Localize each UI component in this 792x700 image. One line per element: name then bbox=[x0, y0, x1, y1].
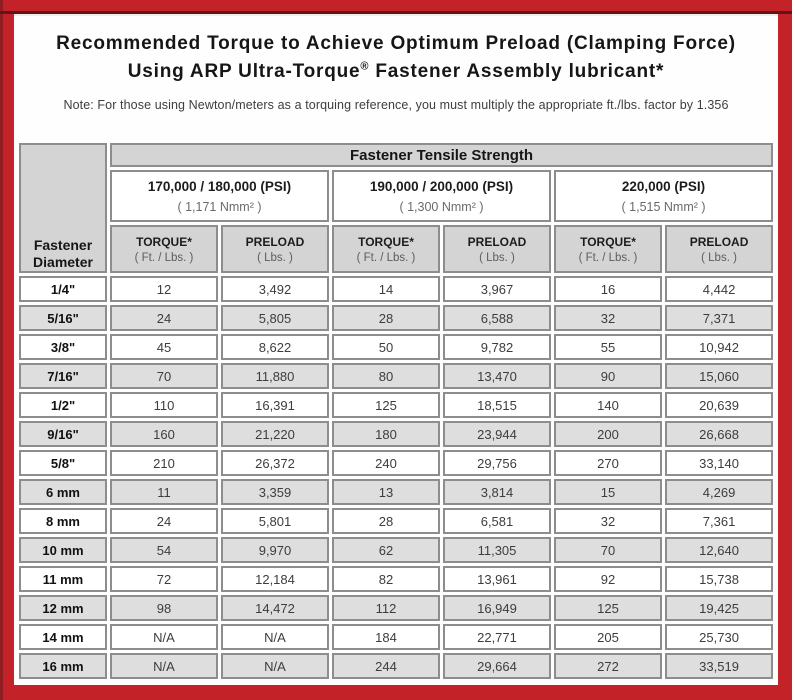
psi-group-170-180 bbox=[110, 170, 329, 222]
psi-label: 220,000 (PSI) bbox=[621, 178, 706, 194]
preload-col-header-2 bbox=[443, 225, 551, 273]
value-cell: 13,470 bbox=[443, 363, 551, 389]
table-body bbox=[19, 276, 773, 679]
diameter-cell: 5/16" bbox=[19, 305, 107, 331]
value-cell: 13 bbox=[332, 479, 440, 505]
diameter-cell: 9/16" bbox=[19, 421, 107, 447]
value-cell: 160 bbox=[110, 421, 218, 447]
torque-preload-header-row bbox=[19, 225, 773, 273]
diameter-cell: 8 mm bbox=[19, 508, 107, 534]
col-unit: ( Ft. / Lbs. ) bbox=[356, 251, 416, 264]
table-row bbox=[19, 653, 773, 679]
newton-meters-note: Note: For those using Newton/meters as a torquing reference, you must multiply the appropriate ft./lbs. factor by 1.356 bbox=[63, 98, 729, 112]
value-cell: 80 bbox=[332, 363, 440, 389]
torque-col-header-1 bbox=[110, 225, 218, 273]
value-cell: 20,639 bbox=[665, 392, 773, 418]
value-cell: 12,184 bbox=[221, 566, 329, 592]
value-cell: 6,581 bbox=[443, 508, 551, 534]
table-row bbox=[19, 624, 773, 650]
psi-label: 190,000 / 200,000 (PSI) bbox=[369, 178, 514, 194]
value-cell: 25,730 bbox=[665, 624, 773, 650]
value-cell: 90 bbox=[554, 363, 662, 389]
table-row bbox=[19, 276, 773, 302]
value-cell: 14,472 bbox=[221, 595, 329, 621]
table-row bbox=[19, 334, 773, 360]
value-cell: 180 bbox=[332, 421, 440, 447]
value-cell: 24 bbox=[110, 305, 218, 331]
value-cell: 112 bbox=[332, 595, 440, 621]
value-cell: 4,442 bbox=[665, 276, 773, 302]
value-cell: 11,305 bbox=[443, 537, 551, 563]
table-row bbox=[19, 363, 773, 389]
table-row bbox=[19, 537, 773, 563]
registered-trademark-symbol: ® bbox=[360, 60, 370, 73]
value-cell: 13,961 bbox=[443, 566, 551, 592]
value-cell: 3,814 bbox=[443, 479, 551, 505]
diameter-cell: 10 mm bbox=[19, 537, 107, 563]
value-cell: 9,782 bbox=[443, 334, 551, 360]
value-cell: 3,359 bbox=[221, 479, 329, 505]
value-cell: 62 bbox=[332, 537, 440, 563]
value-cell: 11 bbox=[110, 479, 218, 505]
page-title-line2 bbox=[16, 58, 776, 86]
psi-group-190-200 bbox=[332, 170, 551, 222]
value-cell: 12 bbox=[110, 276, 218, 302]
value-cell: N/A bbox=[221, 653, 329, 679]
table-row bbox=[19, 595, 773, 621]
value-cell: 23,944 bbox=[443, 421, 551, 447]
table-row bbox=[19, 392, 773, 418]
table-row bbox=[19, 508, 773, 534]
table-row bbox=[19, 305, 773, 331]
value-cell: 125 bbox=[554, 595, 662, 621]
diameter-cell: 3/8" bbox=[19, 334, 107, 360]
value-cell: 28 bbox=[332, 508, 440, 534]
value-cell: 28 bbox=[332, 305, 440, 331]
value-cell: 45 bbox=[110, 334, 218, 360]
diameter-cell: 12 mm bbox=[19, 595, 107, 621]
value-cell: 33,140 bbox=[665, 450, 773, 476]
psi-label: 170,000 / 180,000 (PSI) bbox=[147, 178, 292, 194]
value-cell: 22,771 bbox=[443, 624, 551, 650]
fastener-diameter-header bbox=[19, 143, 107, 273]
value-cell: 15,060 bbox=[665, 363, 773, 389]
title-area bbox=[16, 16, 776, 140]
preload-col-header-1 bbox=[221, 225, 329, 273]
value-cell: 16,949 bbox=[443, 595, 551, 621]
value-cell: 72 bbox=[110, 566, 218, 592]
value-cell: 12,640 bbox=[665, 537, 773, 563]
title-line2-suffix: Fastener Assembly lubricant* bbox=[369, 61, 665, 82]
value-cell: 55 bbox=[554, 334, 662, 360]
value-cell: 3,967 bbox=[443, 276, 551, 302]
value-cell: 11,880 bbox=[221, 363, 329, 389]
value-cell: 10,942 bbox=[665, 334, 773, 360]
value-cell: 19,425 bbox=[665, 595, 773, 621]
value-cell: 110 bbox=[110, 392, 218, 418]
value-cell: 272 bbox=[554, 653, 662, 679]
value-cell: 205 bbox=[554, 624, 662, 650]
col-label: TORQUE* bbox=[580, 234, 636, 249]
diameter-cell: 6 mm bbox=[19, 479, 107, 505]
value-cell: 29,756 bbox=[443, 450, 551, 476]
value-cell: 8,622 bbox=[221, 334, 329, 360]
value-cell: 16 bbox=[554, 276, 662, 302]
content-card bbox=[14, 16, 778, 685]
value-cell: 210 bbox=[110, 450, 218, 476]
value-cell: 125 bbox=[332, 392, 440, 418]
value-cell: 24 bbox=[110, 508, 218, 534]
value-cell: 26,372 bbox=[221, 450, 329, 476]
value-cell: 3,492 bbox=[221, 276, 329, 302]
diameter-cell: 11 mm bbox=[19, 566, 107, 592]
value-cell: 7,361 bbox=[665, 508, 773, 534]
col-label: PRELOAD bbox=[467, 234, 527, 249]
value-cell: 240 bbox=[332, 450, 440, 476]
col-unit: ( Lbs. ) bbox=[257, 251, 293, 264]
diameter-cell: 7/16" bbox=[19, 363, 107, 389]
value-cell: 70 bbox=[110, 363, 218, 389]
value-cell: 6,588 bbox=[443, 305, 551, 331]
value-cell: 9,970 bbox=[221, 537, 329, 563]
table-row bbox=[19, 450, 773, 476]
value-cell: 54 bbox=[110, 537, 218, 563]
value-cell: 5,805 bbox=[221, 305, 329, 331]
value-cell: 21,220 bbox=[221, 421, 329, 447]
col-label: TORQUE* bbox=[358, 234, 414, 249]
preload-col-header-3 bbox=[665, 225, 773, 273]
table-row bbox=[19, 566, 773, 592]
col-unit: ( Ft. / Lbs. ) bbox=[578, 251, 638, 264]
value-cell: 244 bbox=[332, 653, 440, 679]
tensile-strength-header: Fastener Tensile Strength bbox=[110, 143, 773, 167]
fastener-diameter-line2: Diameter bbox=[33, 254, 93, 270]
value-cell: 184 bbox=[332, 624, 440, 650]
value-cell: 32 bbox=[554, 508, 662, 534]
value-cell: 26,668 bbox=[665, 421, 773, 447]
value-cell: N/A bbox=[221, 624, 329, 650]
value-cell: 16,391 bbox=[221, 392, 329, 418]
value-cell: 82 bbox=[332, 566, 440, 592]
value-cell: N/A bbox=[110, 653, 218, 679]
value-cell: 5,801 bbox=[221, 508, 329, 534]
value-cell: 14 bbox=[332, 276, 440, 302]
torque-spec-table bbox=[16, 140, 776, 682]
col-unit: ( Lbs. ) bbox=[701, 251, 737, 264]
value-cell: 4,269 bbox=[665, 479, 773, 505]
value-cell: 18,515 bbox=[443, 392, 551, 418]
value-cell: 29,664 bbox=[443, 653, 551, 679]
psi-header-row bbox=[19, 170, 773, 222]
value-cell: 33,519 bbox=[665, 653, 773, 679]
value-cell: 70 bbox=[554, 537, 662, 563]
torque-col-header-2 bbox=[332, 225, 440, 273]
diameter-cell: 5/8" bbox=[19, 450, 107, 476]
diameter-cell: 14 mm bbox=[19, 624, 107, 650]
diameter-cell: 1/2" bbox=[19, 392, 107, 418]
table-row bbox=[19, 421, 773, 447]
value-cell: 200 bbox=[554, 421, 662, 447]
fastener-diameter-line1: Fastener bbox=[33, 237, 93, 253]
value-cell: 50 bbox=[332, 334, 440, 360]
nmm-label: ( 1,171 Nmm² ) bbox=[177, 199, 262, 214]
value-cell: N/A bbox=[110, 624, 218, 650]
value-cell: 15 bbox=[554, 479, 662, 505]
title-line2-prefix: Using ARP Ultra-Torque bbox=[127, 61, 361, 82]
value-cell: 15,738 bbox=[665, 566, 773, 592]
value-cell: 7,371 bbox=[665, 305, 773, 331]
page-title-line1: Recommended Torque to Achieve Optimum Preload (Clamping Force) bbox=[56, 33, 736, 54]
value-cell: 92 bbox=[554, 566, 662, 592]
value-cell: 98 bbox=[110, 595, 218, 621]
torque-col-header-3 bbox=[554, 225, 662, 273]
value-cell: 32 bbox=[554, 305, 662, 331]
col-unit: ( Ft. / Lbs. ) bbox=[134, 251, 194, 264]
col-unit: ( Lbs. ) bbox=[479, 251, 515, 264]
diameter-cell: 16 mm bbox=[19, 653, 107, 679]
col-label: PRELOAD bbox=[689, 234, 749, 249]
col-label: TORQUE* bbox=[136, 234, 192, 249]
nmm-label: ( 1,515 Nmm² ) bbox=[621, 199, 706, 214]
psi-group-220 bbox=[554, 170, 773, 222]
left-dark-edge bbox=[0, 0, 3, 700]
nmm-label: ( 1,300 Nmm² ) bbox=[399, 199, 484, 214]
diameter-cell: 1/4" bbox=[19, 276, 107, 302]
table-row bbox=[19, 479, 773, 505]
value-cell: 270 bbox=[554, 450, 662, 476]
tensile-strength-header-row bbox=[19, 143, 773, 167]
col-label: PRELOAD bbox=[245, 234, 305, 249]
value-cell: 140 bbox=[554, 392, 662, 418]
